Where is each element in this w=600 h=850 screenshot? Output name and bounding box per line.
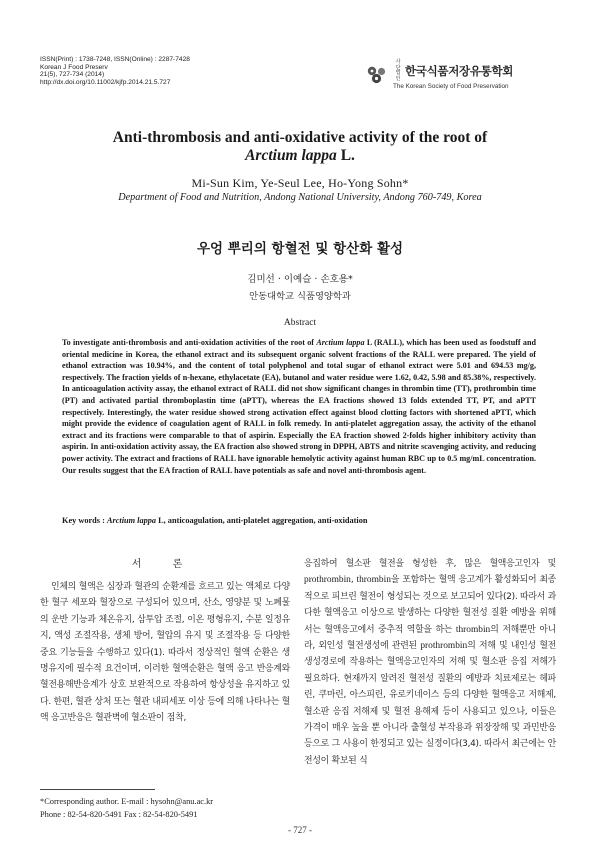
keywords-label: Key words : bbox=[62, 516, 107, 525]
society-logo-icon bbox=[366, 66, 388, 84]
title-species: Arctium lappa bbox=[245, 147, 337, 164]
journal-abbrev: Korean J Food Preserv bbox=[40, 63, 108, 71]
footnote bbox=[40, 796, 213, 821]
journal-meta bbox=[40, 56, 190, 86]
abstract-body bbox=[62, 337, 536, 476]
text-run: , bbox=[350, 575, 357, 586]
term-latin: prothrombin bbox=[304, 575, 351, 586]
korean-authors: 김미선 · 이예슬 · 손호용* bbox=[247, 274, 353, 285]
text-run: 응집하여 혈소판 혈전을 형성한 후, 많은 혈액응고인자 및 bbox=[304, 559, 556, 569]
doi-link[interactable]: http://dx.doi.org/10.11002/kjfp.2014.21.5.727 bbox=[40, 78, 171, 86]
society-name-en: The Korean Society of Food Preservation bbox=[393, 83, 509, 91]
term-latin: thrombin bbox=[455, 624, 491, 635]
society-small-label: 사단법인 bbox=[395, 59, 401, 82]
corresponding-author: *Corresponding author. E-mail : hysohn@anu.ac.kr bbox=[40, 797, 214, 806]
page-number: - 727 - bbox=[288, 825, 312, 835]
intro-heading: 서 론 bbox=[131, 559, 197, 570]
korean-title: 우엉 뿌리의 항혈전 및 항산화 활성 bbox=[196, 241, 404, 257]
abstract-heading: Abstract bbox=[283, 318, 317, 328]
contact-phone-fax: Phone : 82-54-820-5491 Fax : 82-54-820-5491 bbox=[40, 809, 198, 819]
affiliation: Department of Food and Nutrition, Andong National University, Andong 760-749, Korea bbox=[118, 192, 482, 203]
footnote-divider bbox=[40, 789, 155, 790]
keywords bbox=[62, 516, 536, 525]
issn-line: ISSN(Print) : 1738-7248, ISSN(Online) : 2287-7428 bbox=[40, 56, 190, 63]
text-run: 을 포함하는 혈액 응고계가 활성화되어 최종적으로 피브린 혈전이 형성되는 것으로 보고되어 있다(2). 따라서 과다한 혈액응고 이상으로 발생하는 다양한 혈전성 질환 예방을 위해서는 혈액응고에서 중추적 역할을 하는 bbox=[304, 575, 556, 635]
term-latin: prothrombin bbox=[420, 641, 468, 652]
title-line-2 bbox=[30, 147, 570, 165]
keywords-rest: L, anticoagulation, anti-platelet aggregation, anti-oxidation bbox=[156, 516, 368, 525]
volume-pages: 21(5), 727-734 (2014) bbox=[40, 71, 105, 79]
society-logo bbox=[366, 60, 513, 90]
title-line-1: Anti-thrombosis and anti-oxidative activity of the root of bbox=[112, 129, 488, 146]
paper-title bbox=[30, 129, 570, 165]
abstract-text-after: L (RALL), which has been used as foodstuff and oriental medicine in Korea, the ethanol extract and its subsequent organic solvent fractions of the RALL were prepared. The yield of ethanol extraction was 10.94%, and the content of total polyphenol and total sugar of ethanol extract were 5.01 and 694.53 mg/g, respectively. The fraction yields of n-hexane, ethylacetate (EA), butanol and water residue were 1.62, 0.42, 5.98 and 85.38%, respectively. In anticoagulation activity assay, the ethanol extract of RALL did not show significant changes in thrombin time (TT), prothrombin time (PT) and activated partial thromboplastin time (aPTT), whereas the EA fractions showed 13 folds extended TT, PT, and aPTT respectively. Interestingly, the water residue showed strong activation effect against blood clotting factors with shortened aPTT, which might provide the evidence of coagulation agent of RALL in folk remedy. In anti-platelet aggregation assay, the activity of the ethanol extract and its fractions were comparable to that of aspirin. Especially the EA fraction showed 2-folds higher inhibitory activity than aspirin. In anti-oxidation activity assay, the EA fraction also showed strong in DPPH, ABTS and nitrite scavenging activity, and reducing power activity. The extract and fractions of RALL have ignorable hemolytic activity against human RBC up to 0.5 mg/mL concentration. Our results suggest that the EA fraction of RALL have potentials as safe and novel anti-thrombosis agent. bbox=[62, 338, 536, 475]
text-run: 의 저해 및 내인성 혈전생성경로에 작용하는 혈액응고인자의 저해 및 혈소판 응집 저해가 필요하다. 현재까지 알려진 혈전성 질환의 예방과 치료제로는 헤파린, 쿠마린, 아스피린, 유로키네이스 등의 다양한 혈액응고 저해제, 혈소판 응집 저해제 및 혈전 용해제 등이 사용되고 있으나, 이들은 가격이 매우 높을 뿐 아니라 출혈성 부작용과 위장장해 및 과민반응 등으로 그 사용이 한정되고 있는 실정이다(3,4). 따라서 최근에는 안전성이 확보된 식 bbox=[304, 641, 556, 766]
intro-right-column bbox=[304, 556, 556, 769]
intro-left-column bbox=[40, 579, 290, 727]
abstract-species: Arctium lappa bbox=[316, 338, 365, 347]
abstract-text-before: To investigate anti-thrombosis and anti-oxidation activities of the root of bbox=[62, 338, 317, 347]
society-name-kr: 한국식품저장유통학회 bbox=[405, 64, 514, 79]
term-latin: thrombin bbox=[356, 575, 391, 586]
keywords-species: Arctium lappa bbox=[106, 516, 157, 525]
intro-paragraph-right bbox=[304, 556, 556, 769]
title-suffix: L. bbox=[336, 147, 355, 164]
intro-paragraph-left: 인체의 혈액은 심장과 혈관의 순환계를 흐르고 있는 액체로 다양한 혈구 세포와 혈장으로 구성되어 있으며, 산소, 영양분 및 노폐물의 운반 기능과 체온유지, 삼투압 조절, 이온 평형유지, 수분 일정유지, 액성 조절작용, 생체 방어, 혈압의 유지 및 조절작용 등 다양한 중요 기능들을 수행하고 있다(1). 따라서 정상적인 혈액 순환은 생명유지에 필수적 요건이며, 이러한 혈액순환은 혈액 응고 반응계와 혈전용해반응계가 상호 보완적으로 작용하여 항상성을 유지하고 있다. 한편, 혈관 상처 또는 혈관 내피세포 이상 등에 의해 나타나는 혈액 응고반응은 혈관벽에 혈소판이 점착, bbox=[40, 582, 290, 724]
text-run: 의 저해뿐만 아니라, 외인성 혈전생성에 관련된 bbox=[304, 624, 556, 652]
korean-affiliation: 안동대학교 식품영양학과 bbox=[249, 291, 351, 302]
authors: Mi-Sun Kim, Ye-Seul Lee, Ho-Yong Sohn* bbox=[191, 176, 409, 190]
